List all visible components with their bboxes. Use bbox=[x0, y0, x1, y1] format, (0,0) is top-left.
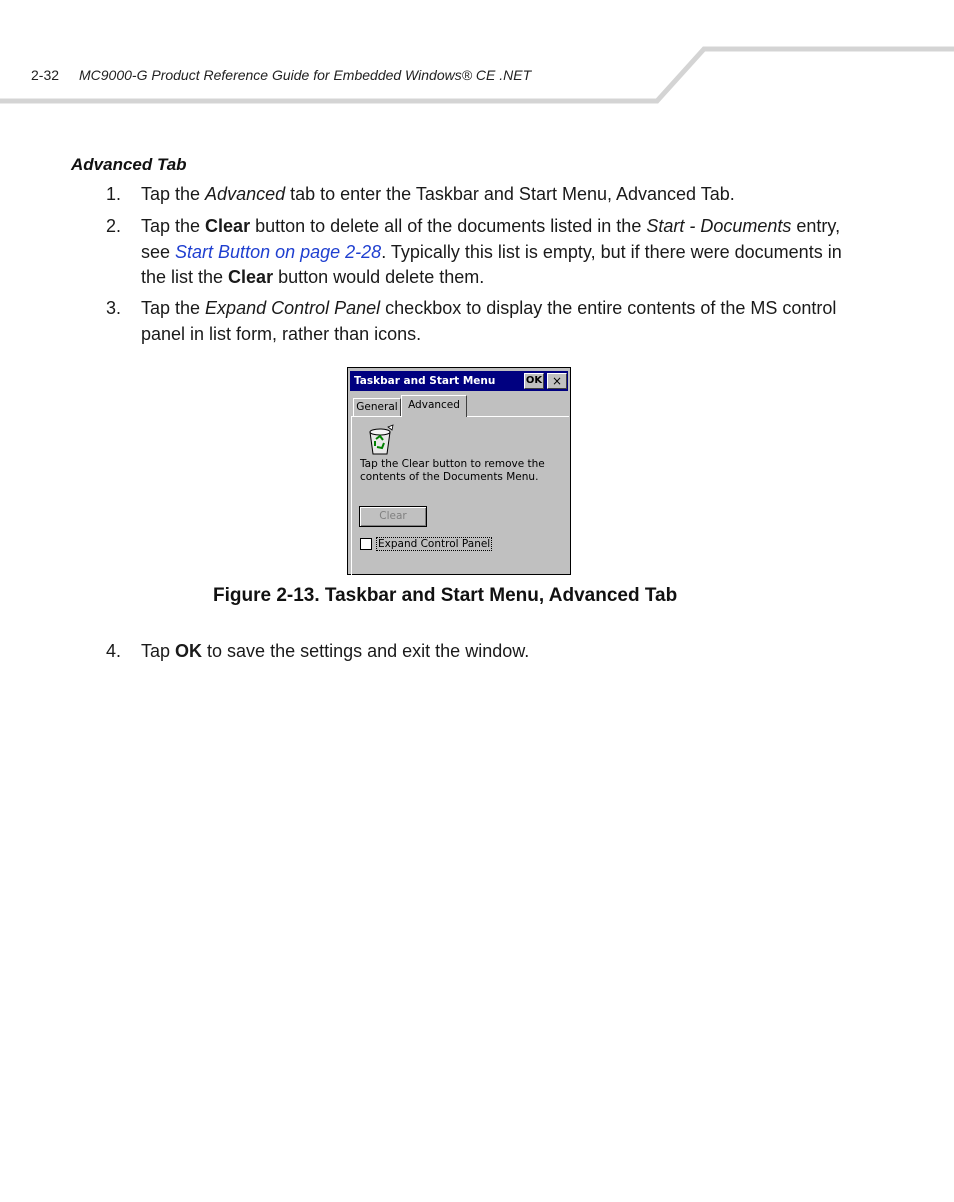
document-title: MC9000-G Product Reference Guide for Embedded Windows® CE .NET bbox=[79, 67, 532, 83]
text-run-bold: OK bbox=[175, 641, 203, 661]
text-run-italic: Start - Documents bbox=[646, 216, 792, 236]
step-number: 4. bbox=[106, 641, 122, 661]
step-text bbox=[141, 639, 866, 665]
text-run: to save the settings and exit the window. bbox=[202, 641, 530, 661]
dialog-title: Taskbar and Start Menu bbox=[354, 375, 496, 387]
text-run: entry, see bbox=[141, 216, 841, 262]
recycle-bin-icon bbox=[364, 424, 396, 456]
text-run: Tap the bbox=[141, 184, 206, 204]
step-number: 3. bbox=[106, 298, 122, 318]
step-text bbox=[141, 182, 866, 208]
page-number: 2-32 bbox=[31, 67, 60, 83]
step-text bbox=[141, 296, 866, 347]
text-run: Tap the bbox=[141, 298, 206, 318]
step-number: 1. bbox=[106, 184, 122, 204]
clear-description: Tap the Clear button to remove the contents of the Documents Menu. bbox=[360, 458, 545, 483]
start-button-link[interactable]: Start Button on page 2-28 bbox=[175, 241, 382, 262]
step-text bbox=[141, 214, 866, 291]
step-3 bbox=[106, 296, 866, 347]
text-run: tab to enter the Taskbar and Start Menu, Advanced Tab. bbox=[285, 184, 735, 204]
section-heading: Advanced Tab bbox=[71, 155, 187, 174]
text-run: Tap bbox=[141, 641, 176, 661]
step-1 bbox=[106, 182, 866, 208]
text-run-bold: Clear bbox=[228, 267, 274, 287]
text-run-italic: Advanced bbox=[205, 184, 286, 204]
checkbox-label[interactable]: Expand Control Panel bbox=[378, 538, 491, 550]
clear-button[interactable]: Clear bbox=[359, 506, 427, 527]
text-run: button to delete all of the documents listed in the bbox=[250, 216, 647, 236]
text-run-italic: Expand Control Panel bbox=[205, 298, 381, 318]
text-run: button would delete them. bbox=[273, 267, 485, 287]
expand-control-panel-checkbox[interactable] bbox=[360, 538, 372, 550]
tab-advanced[interactable]: Advanced bbox=[401, 395, 467, 417]
taskbar-start-menu-dialog bbox=[347, 367, 571, 575]
text-run-bold: Clear bbox=[205, 216, 251, 236]
figure-caption: Figure 2-13. Taskbar and Start Menu, Advanced Tab bbox=[213, 585, 678, 606]
ok-button[interactable]: OK bbox=[524, 373, 544, 389]
tab-general[interactable]: General bbox=[353, 398, 401, 416]
step-2 bbox=[106, 214, 866, 291]
dialog-title-bar bbox=[350, 371, 568, 391]
text-run: checkbox to display the entire contents of the MS control panel in list form, rather than icons. bbox=[141, 298, 837, 344]
step-number: 2. bbox=[106, 216, 122, 236]
text-run: . Typically this list is empty, but if there were documents in the list the bbox=[141, 241, 842, 287]
header-rule bbox=[0, 0, 954, 110]
close-icon[interactable]: × bbox=[547, 373, 567, 389]
text-run: Tap the bbox=[141, 216, 206, 236]
step-4 bbox=[106, 639, 866, 665]
